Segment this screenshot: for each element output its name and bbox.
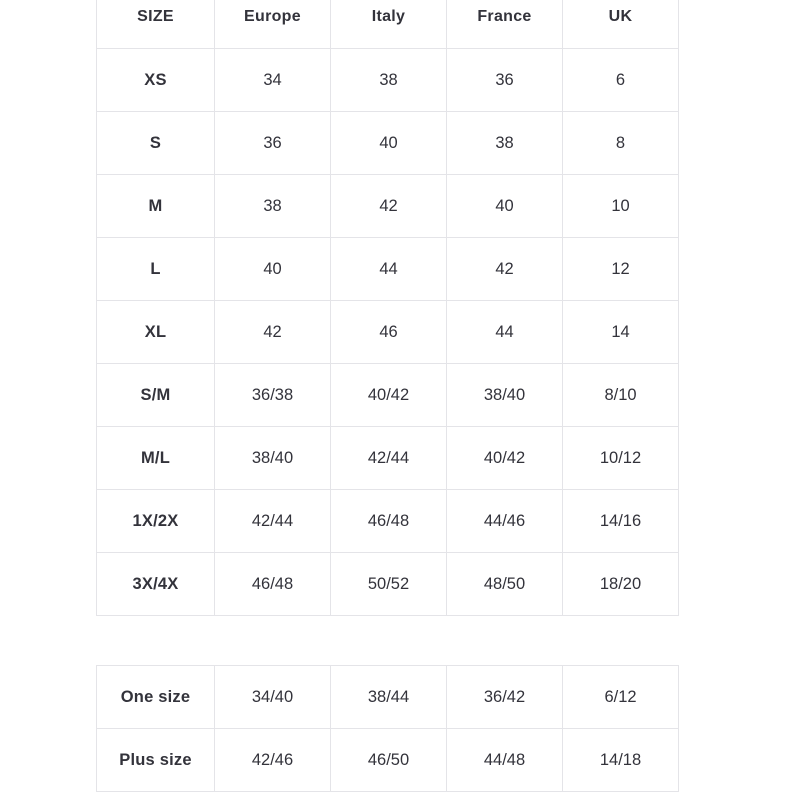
cell-france: 48/50	[447, 553, 563, 616]
table-row	[97, 301, 679, 364]
cell-europe: 42	[215, 301, 331, 364]
table-row	[97, 238, 679, 301]
cell-france: 38/40	[447, 364, 563, 427]
table-row	[97, 49, 679, 112]
row-label: L	[97, 238, 215, 301]
cell-france: 42	[447, 238, 563, 301]
cell-europe: 38/40	[215, 427, 331, 490]
row-label: XL	[97, 301, 215, 364]
cell-italy: 38	[331, 49, 447, 112]
table-row	[97, 490, 679, 553]
cell-uk: 10/12	[563, 427, 679, 490]
column-header-size: SIZE	[97, 0, 215, 49]
cell-uk: 18/20	[563, 553, 679, 616]
cell-france: 44/46	[447, 490, 563, 553]
cell-europe: 42/46	[215, 729, 331, 792]
cell-italy: 44	[331, 238, 447, 301]
table-row	[97, 112, 679, 175]
cell-italy: 40/42	[331, 364, 447, 427]
cell-uk: 8/10	[563, 364, 679, 427]
table-row	[97, 364, 679, 427]
cell-france: 38	[447, 112, 563, 175]
main-size-table-wrapper	[96, 0, 678, 616]
cell-italy: 38/44	[331, 666, 447, 729]
row-label: S/M	[97, 364, 215, 427]
row-label: M/L	[97, 427, 215, 490]
cell-italy: 50/52	[331, 553, 447, 616]
cell-italy: 46/50	[331, 729, 447, 792]
column-header-italy: Italy	[331, 0, 447, 49]
table-row	[97, 427, 679, 490]
table-row	[97, 729, 679, 792]
row-label: One size	[97, 666, 215, 729]
column-header-france: France	[447, 0, 563, 49]
cell-europe: 38	[215, 175, 331, 238]
row-label: 1X/2X	[97, 490, 215, 553]
cell-uk: 14	[563, 301, 679, 364]
cell-uk: 8	[563, 112, 679, 175]
cell-france: 44/48	[447, 729, 563, 792]
cell-france: 36	[447, 49, 563, 112]
cell-uk: 6/12	[563, 666, 679, 729]
cell-france: 36/42	[447, 666, 563, 729]
cell-europe: 46/48	[215, 553, 331, 616]
table-header-row	[97, 0, 679, 49]
main-size-table	[96, 0, 679, 616]
cell-europe: 42/44	[215, 490, 331, 553]
table-row	[97, 553, 679, 616]
cell-france: 40	[447, 175, 563, 238]
cell-uk: 10	[563, 175, 679, 238]
cell-europe: 34	[215, 49, 331, 112]
cell-italy: 46/48	[331, 490, 447, 553]
row-label: Plus size	[97, 729, 215, 792]
cell-italy: 42/44	[331, 427, 447, 490]
cell-italy: 46	[331, 301, 447, 364]
cell-europe: 36/38	[215, 364, 331, 427]
row-label: S	[97, 112, 215, 175]
cell-europe: 36	[215, 112, 331, 175]
cell-france: 40/42	[447, 427, 563, 490]
table-row	[97, 666, 679, 729]
cell-italy: 40	[331, 112, 447, 175]
cell-italy: 42	[331, 175, 447, 238]
table-row	[97, 175, 679, 238]
cell-europe: 34/40	[215, 666, 331, 729]
cell-uk: 14/18	[563, 729, 679, 792]
row-label: XS	[97, 49, 215, 112]
special-size-table	[96, 665, 679, 792]
column-header-uk: UK	[563, 0, 679, 49]
row-label: M	[97, 175, 215, 238]
cell-uk: 6	[563, 49, 679, 112]
cell-europe: 40	[215, 238, 331, 301]
row-label: 3X/4X	[97, 553, 215, 616]
cell-france: 44	[447, 301, 563, 364]
cell-uk: 12	[563, 238, 679, 301]
cell-uk: 14/16	[563, 490, 679, 553]
column-header-europe: Europe	[215, 0, 331, 49]
special-size-table-wrapper	[96, 665, 678, 792]
